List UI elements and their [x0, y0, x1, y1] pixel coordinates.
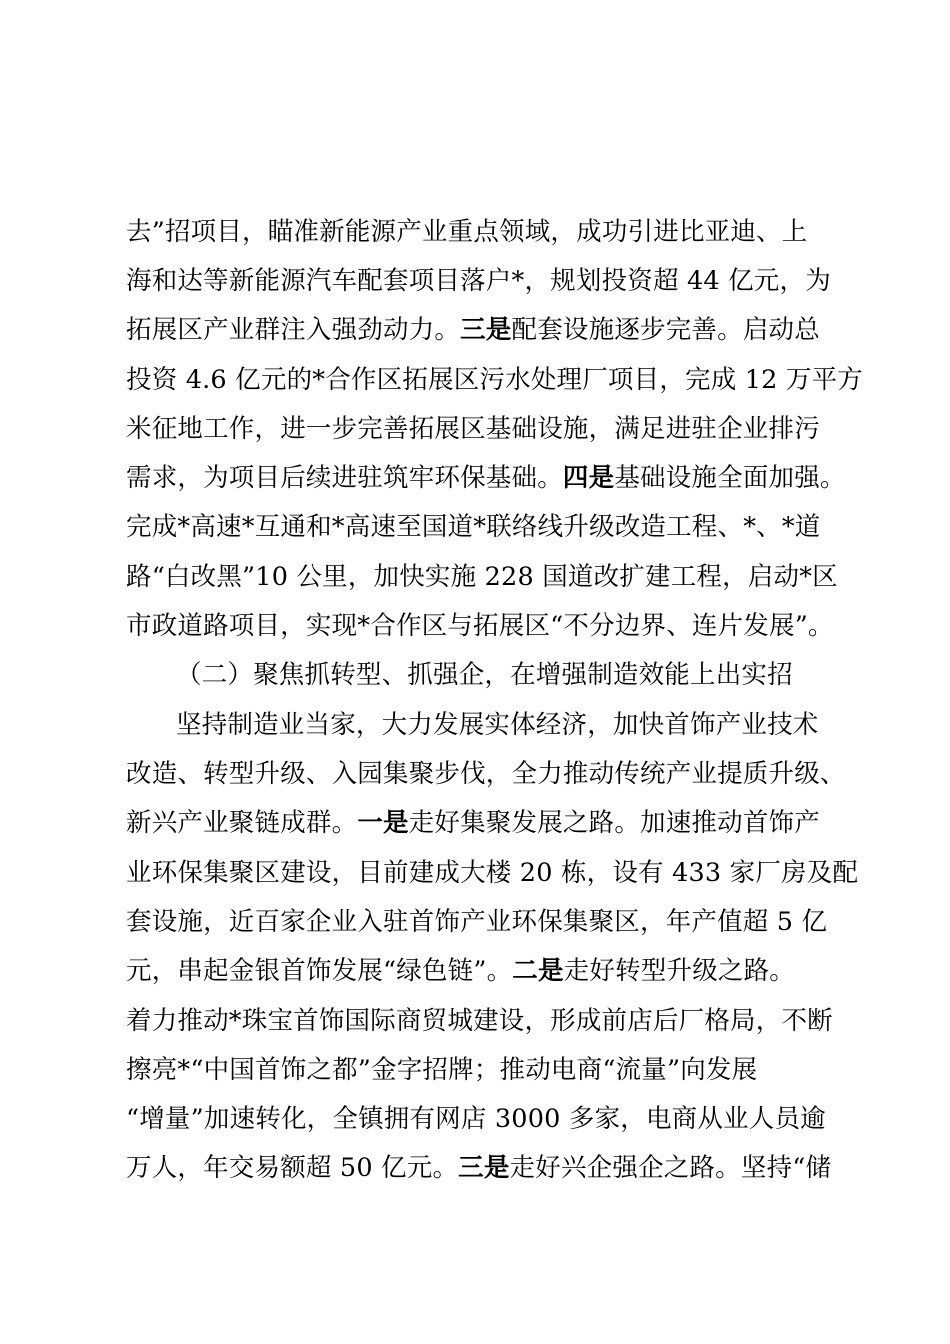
text-line: 去”招项目，瞄准新能源产业重点领域，成功引进比亚迪、上 — [126, 216, 808, 247]
text-line: 米征地工作，进一步完善拓展区基础设施，满足进驻企业排污 — [126, 413, 820, 444]
text-line: 拓展区产业群注入强劲动力。三是配套设施逐步完善。启动总 — [126, 314, 820, 345]
bold-marker: 二是 — [512, 955, 564, 986]
paragraph-first-line: 坚持制造业当家，大力发展实体经济，加快首饰产业技术 — [176, 709, 819, 740]
text-line: 需求，为项目后续进驻筑牢环保基础。四是基础设施全面加强。 — [126, 462, 846, 493]
text-line: 新兴产业聚链成群。一是走好集聚发展之路。加速推动首饰产 — [126, 807, 820, 838]
section-heading: （二）聚焦抓转型、抓强企，在增强制造效能上出实招 — [176, 659, 793, 690]
bold-marker: 四是 — [562, 462, 615, 493]
bold-marker: 三是 — [460, 314, 512, 345]
bold-marker: 一是 — [357, 807, 409, 838]
text-line: 海和达等新能源汽车配套项目落户*，规划投资超 44 亿元，为 — [126, 265, 831, 296]
text-line: 着力推动*珠宝首饰国际商贸城建设，形成前店后厂格局，不断 — [126, 1005, 833, 1036]
text-line: 擦亮*“中国首饰之都”金字招牌；推动电商“流量”向发展 — [126, 1054, 758, 1085]
text-line: 元，串起金银首饰发展“绿色链”。二是走好转型升级之路。 — [126, 955, 795, 986]
text-line: 业环保集聚区建设，目前建成大楼 20 栋，设有 433 家厂房及配 — [126, 857, 859, 888]
bold-marker: 三是 — [458, 1152, 510, 1183]
text-line: 投资 4.6 亿元的*合作区拓展区污水处理厂项目，完成 12 万平方 — [126, 364, 863, 395]
text-line: “增量”加速转化，全镇拥有网店 3000 多家，电商从业人员逾 — [126, 1103, 826, 1134]
text-line: 改造、转型升级、入园集聚步伐，全力推动传统产业提质升级、 — [126, 758, 846, 789]
text-line: 完成*高速*互通和*高速至国道*联络线升级改造工程、*、*道 — [126, 511, 821, 542]
text-line: 路“白改黑”10 公里，加快实施 228 国道改扩建工程，启动*区 — [126, 561, 838, 592]
text-line: 万人，年交易额超 50 亿元。三是走好兴企强企之路。坚持“储 — [126, 1152, 832, 1183]
text-line: 套设施，近百家企业入驻首饰产业环保集聚区，年产值超 5 亿 — [126, 906, 828, 937]
text-line: 市政道路项目，实现*合作区与拓展区“不分边界、连片发展”。 — [126, 610, 834, 641]
